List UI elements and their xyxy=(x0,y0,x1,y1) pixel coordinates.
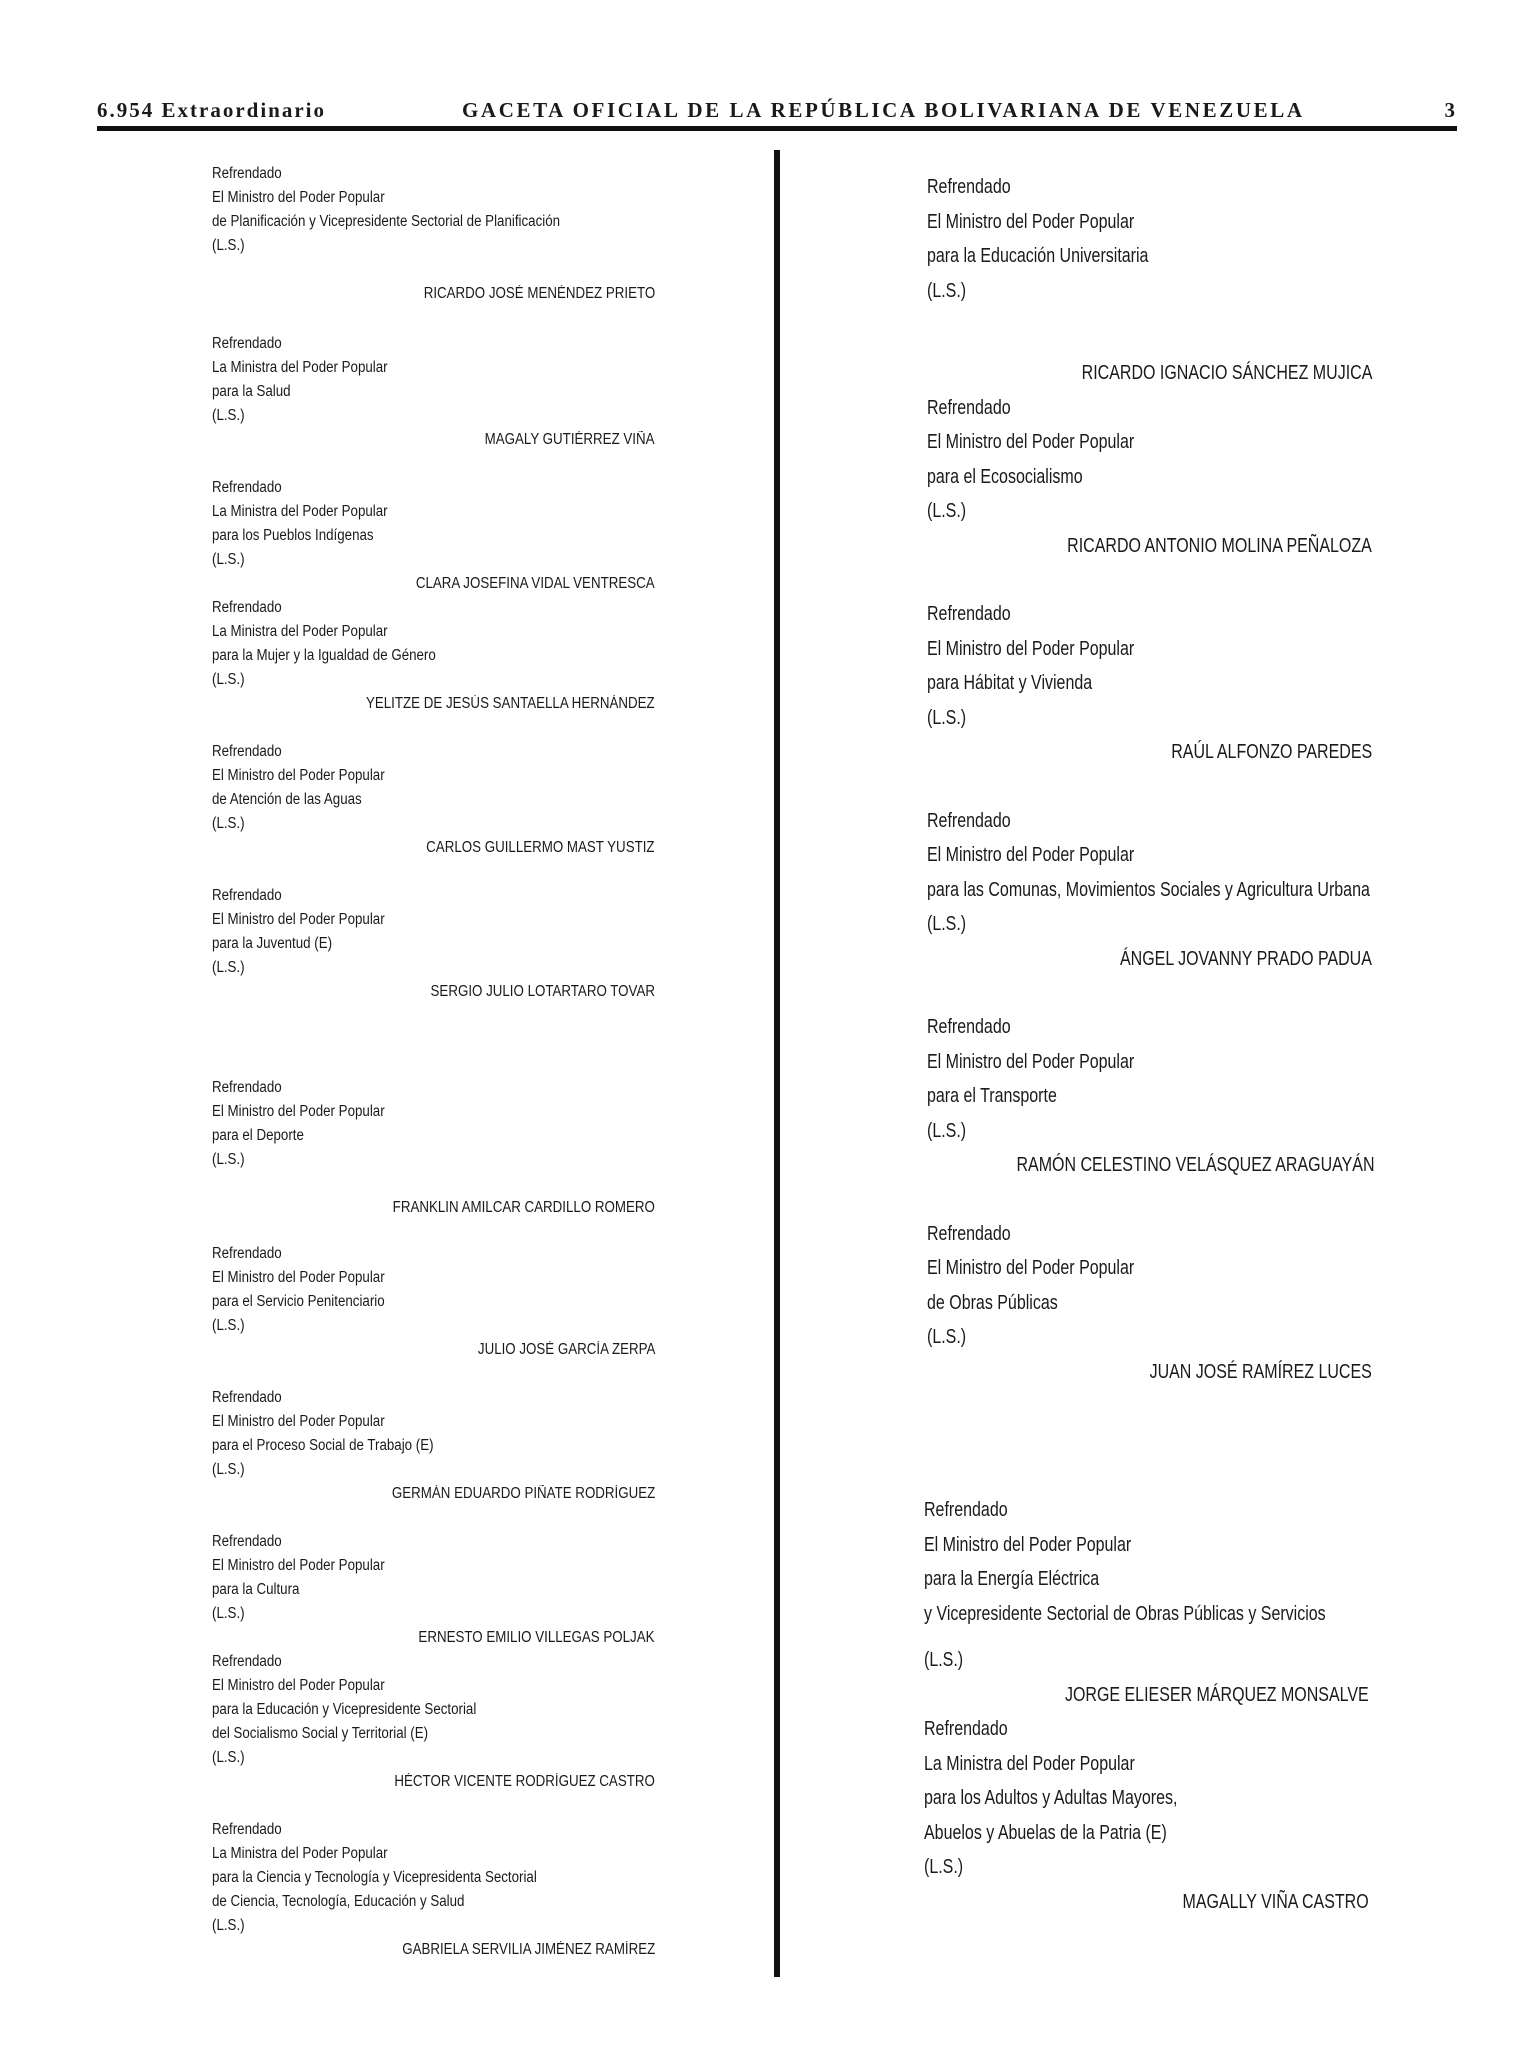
signatory-name: ERNESTO EMILIO VILLEGAS POLJAK xyxy=(418,1629,655,1646)
endorsement-line: Refrendado xyxy=(927,176,1011,198)
left-column xyxy=(212,162,655,1962)
endorsement-line: El Ministro del Poder Popular xyxy=(212,1557,385,1574)
endorsement-block xyxy=(212,1530,655,1650)
endorsement-line: para la Juventud (E) xyxy=(212,935,333,952)
signatory-name: GERMÁN EDUARDO PIÑATE RODRÍGUEZ xyxy=(391,1485,655,1502)
endorsement-block xyxy=(927,170,1372,391)
endorsement-line: Refrendado xyxy=(212,1821,282,1838)
endorsement-line: de Ciencia, Tecnología, Educación y Salud xyxy=(212,1893,465,1910)
endorsement-line: Refrendado xyxy=(927,1016,1011,1038)
endorsement-line: (L.S.) xyxy=(924,1856,964,1878)
signatory-name: YELITZE DE JESÚS SANTAELLA HERNÁNDEZ xyxy=(366,695,655,712)
endorsement-line: Refrendado xyxy=(924,1718,1008,1740)
endorsement-line: El Ministro del Poder Popular xyxy=(927,1257,1135,1279)
issue-number: 6.954 Extraordinario xyxy=(97,98,326,122)
endorsement-line: para los Adultos y Adultas Mayores, xyxy=(924,1787,1178,1809)
endorsement-line: Refrendado xyxy=(212,1533,282,1550)
signatory-name: JORGE ELIESER MÁRQUEZ MONSALVE xyxy=(1065,1683,1369,1706)
endorsement-block xyxy=(924,1712,1369,1919)
endorsement-line: (L.S.) xyxy=(212,815,245,832)
endorsement-line: para el Deporte xyxy=(212,1127,304,1144)
endorsement-line: de Atención de las Aguas xyxy=(212,791,362,808)
endorsement-line: La Ministra del Poder Popular xyxy=(212,1845,388,1862)
endorsement-line: El Ministro del Poder Popular xyxy=(212,1677,385,1694)
endorsement-line: para la Cultura xyxy=(212,1581,300,1598)
endorsement-line: (L.S.) xyxy=(927,500,967,522)
signatory-name: RICARDO ANTONIO MOLINA PEÑALOZA xyxy=(1067,534,1372,557)
endorsement-line: para el Ecosocialismo xyxy=(927,465,1083,488)
endorsement-line: para los Pueblos Indígenas xyxy=(212,527,374,544)
endorsement-line: (L.S.) xyxy=(927,279,967,302)
endorsement-block xyxy=(212,884,655,1004)
endorsement-line: El Ministro del Poder Popular xyxy=(927,210,1135,233)
endorsement-line: (L.S.) xyxy=(212,1917,245,1934)
endorsement-line: para el Transporte xyxy=(927,1085,1057,1107)
endorsement-line: Refrendado xyxy=(212,1245,282,1262)
endorsement-line: El Ministro del Poder Popular xyxy=(212,911,385,928)
endorsement-line: El Ministro del Poder Popular xyxy=(927,431,1135,453)
endorsement-block xyxy=(927,1010,1375,1183)
endorsement-line: (L.S.) xyxy=(212,237,245,254)
endorsement-block xyxy=(212,1386,655,1506)
endorsement-line: (L.S.) xyxy=(927,1326,967,1348)
endorsement-line: para la Educación Universitaria xyxy=(927,245,1149,267)
signatory-name: CLARA JOSEFINA VIDAL VENTRESCA xyxy=(416,575,655,592)
endorsement-line: (L.S.) xyxy=(212,959,245,976)
endorsement-line: para la Mujer y la Igualdad de Género xyxy=(212,647,436,664)
endorsement-line: para las Comunas, Movimientos Sociales y Agricultura Urbana xyxy=(927,878,1370,901)
endorsement-line: Refrendado xyxy=(927,603,1011,625)
endorsement-line: (L.S.) xyxy=(212,1151,245,1168)
endorsement-line: para el Servicio Penitenciario xyxy=(212,1293,385,1310)
endorsement-line: para la Ciencia y Tecnología y Vicepresidenta Sectorial xyxy=(212,1869,537,1886)
endorsement-line: (L.S.) xyxy=(212,1605,245,1622)
endorsement-line: Refrendado xyxy=(927,1222,1011,1245)
endorsement-line: Refrendado xyxy=(212,1079,282,1096)
endorsement-line: Refrendado xyxy=(212,599,282,616)
signatory-name: MAGALLY VIÑA CASTRO xyxy=(1182,1890,1369,1913)
endorsement-block xyxy=(212,1076,655,1220)
endorsement-block xyxy=(927,1217,1372,1390)
signatory-name: FRANKLIN AMILCAR CARDILLO ROMERO xyxy=(392,1199,655,1216)
endorsement-block xyxy=(212,740,655,860)
endorsement-line: Refrendado xyxy=(212,479,282,496)
endorsement-line: (L.S.) xyxy=(212,407,245,424)
endorsement-line: El Ministro del Poder Popular xyxy=(924,1533,1132,1556)
endorsement-line: del Socialismo Social y Territorial (E) xyxy=(212,1725,429,1742)
endorsement-line: para Hábitat y Vivienda xyxy=(927,672,1093,694)
column-divider xyxy=(774,150,780,1977)
endorsement-line: El Ministro del Poder Popular xyxy=(927,637,1135,660)
endorsement-line: para el Proceso Social de Trabajo (E) xyxy=(212,1437,434,1454)
endorsement-block xyxy=(927,391,1372,564)
gazette-title: GACETA OFICIAL DE LA REPÚBLICA BOLIVARIANA DE VENEZUELA xyxy=(462,98,1305,122)
endorsement-block xyxy=(212,596,655,716)
endorsement-block xyxy=(924,1493,1369,1712)
endorsement-line: La Ministra del Poder Popular xyxy=(924,1752,1135,1775)
page-header xyxy=(97,98,1457,128)
signatory-name: SERGIO JULIO LOTARTARO TOVAR xyxy=(430,983,655,1000)
endorsement-line: (L.S.) xyxy=(924,1649,964,1671)
endorsement-line: (L.S.) xyxy=(212,1461,245,1478)
endorsement-line: (L.S.) xyxy=(212,551,245,568)
endorsement-line: Refrendado xyxy=(927,396,1011,419)
endorsement-block xyxy=(212,162,655,306)
endorsement-line: El Ministro del Poder Popular xyxy=(212,1269,385,1286)
endorsement-line: de Obras Públicas xyxy=(927,1291,1058,1314)
signatory-name: RAMÓN CELESTINO VELÁSQUEZ ARAGUAYÁN xyxy=(1016,1154,1375,1176)
endorsement-block xyxy=(927,804,1372,977)
endorsement-line: (L.S.) xyxy=(212,671,245,688)
endorsement-line: El Ministro del Poder Popular xyxy=(212,1103,385,1120)
endorsement-block xyxy=(212,476,655,596)
signatory-name: MAGALY GUTIÉRREZ VIÑA xyxy=(485,431,655,448)
endorsement-line: (L.S.) xyxy=(212,1317,245,1334)
endorsement-line: para la Energía Eléctrica xyxy=(924,1568,1100,1590)
endorsement-block xyxy=(212,1650,655,1794)
endorsement-line: (L.S.) xyxy=(927,1119,967,1142)
right-column xyxy=(924,170,1375,1919)
endorsement-line: Refrendado xyxy=(212,165,282,182)
endorsement-line: Refrendado xyxy=(927,809,1011,832)
endorsement-line: (L.S.) xyxy=(212,1749,245,1766)
endorsement-line: Abuelos y Abuelas de la Patria (E) xyxy=(924,1821,1167,1844)
endorsement-line: Refrendado xyxy=(924,1499,1008,1521)
endorsement-line: (L.S.) xyxy=(927,913,967,935)
endorsement-line: El Ministro del Poder Popular xyxy=(927,844,1135,866)
endorsement-line: Refrendado xyxy=(212,1653,282,1670)
signatory-name: RAÚL ALFONZO PAREDES xyxy=(1171,741,1372,763)
endorsement-line: Refrendado xyxy=(212,335,282,352)
signatory-name: JUAN JOSÉ RAMÍREZ LUCES xyxy=(1149,1360,1372,1383)
signatory-name: CARLOS GUILLERMO MAST YUSTIZ xyxy=(426,839,655,856)
endorsement-block xyxy=(927,597,1372,770)
endorsement-line: El Ministro del Poder Popular xyxy=(212,767,385,784)
signatory-name: RICARDO IGNACIO SÁNCHEZ MUJICA xyxy=(1081,362,1372,384)
endorsement-line: y Vicepresidente Sectorial de Obras Públicas y Servicios xyxy=(924,1602,1326,1625)
endorsement-line: Refrendado xyxy=(212,887,282,904)
endorsement-line: La Ministra del Poder Popular xyxy=(212,623,388,640)
endorsement-line: El Ministro del Poder Popular xyxy=(212,1413,385,1430)
signatory-name: ÁNGEL JOVANNY PRADO PADUA xyxy=(1120,947,1372,970)
endorsement-line: Refrendado xyxy=(212,743,282,760)
endorsement-line: El Ministro del Poder Popular xyxy=(212,189,385,206)
endorsement-block xyxy=(212,1818,655,1962)
endorsement-line: para la Salud xyxy=(212,383,291,400)
endorsement-line: Refrendado xyxy=(212,1389,282,1406)
endorsement-line: La Ministra del Poder Popular xyxy=(212,359,388,376)
signatory-name: RICARDO JOSÉ MENÉNDEZ PRIETO xyxy=(423,285,655,302)
signatory-name: JULIO JOSÉ GARCÍA ZERPA xyxy=(477,1341,655,1358)
endorsement-line: para la Educación y Vicepresidente Sectorial xyxy=(212,1701,477,1718)
endorsement-line: La Ministra del Poder Popular xyxy=(212,503,388,520)
endorsement-line: El Ministro del Poder Popular xyxy=(927,1050,1135,1073)
endorsement-block xyxy=(212,1242,655,1362)
signatory-name: HÉCTOR VICENTE RODRÍGUEZ CASTRO xyxy=(394,1773,655,1790)
endorsement-line: (L.S.) xyxy=(927,706,967,729)
header-rule xyxy=(97,126,1457,131)
endorsement-line: de Planificación y Vicepresidente Sectorial de Planificación xyxy=(212,213,561,230)
endorsement-block xyxy=(212,332,655,452)
page-number: 3 xyxy=(1444,98,1457,122)
signatory-name: GABRIELA SERVILIA JIMÉNEZ RAMÍREZ xyxy=(401,1941,655,1958)
